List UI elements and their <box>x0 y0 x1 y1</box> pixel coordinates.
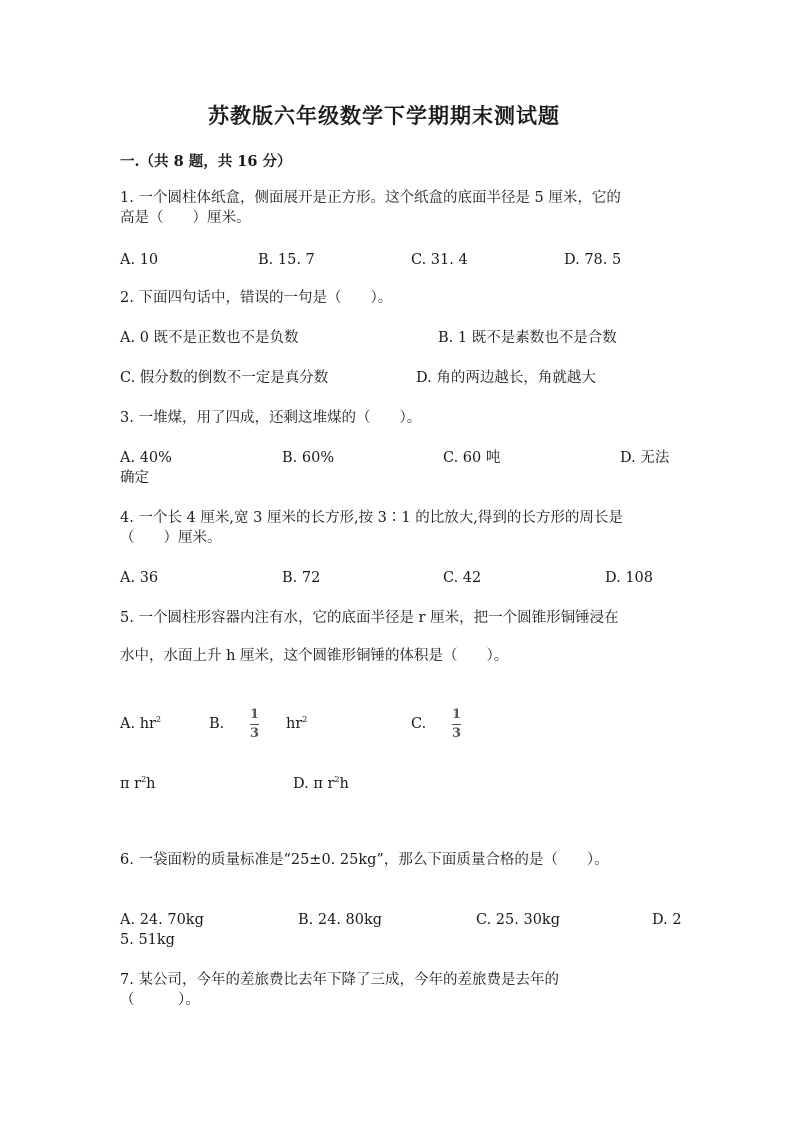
question-2-option-b: B. 1 既不是素数也不是合数 <box>438 330 617 346</box>
question-4-text-cont: （ ）厘米。 <box>120 530 222 546</box>
question-3-option-d-wrap: 确定 <box>120 470 149 486</box>
question-1-option-d: D. 78. 5 <box>564 252 622 268</box>
question-5-text-cont: 水中，水面上升 h 厘米，这个圆锥形铜锤的体积是（ ）。 <box>120 648 509 664</box>
question-1-option-c: C. 31. 4 <box>411 252 468 268</box>
question-2-text: 2. 下面四句话中，错误的一句是（ ）。 <box>120 290 393 306</box>
fraction-one-third-b: 1 3 <box>250 707 260 741</box>
question-7-text-cont: （ ）。 <box>120 992 200 1008</box>
question-6-option-d-wrap: 5. 51kg <box>120 932 175 948</box>
question-3-option-b: B. 60% <box>282 450 335 466</box>
fraction-one-third-c: 1 3 <box>452 707 462 741</box>
question-5-text: 5. 一个圆柱形容器内注有水，它的底面半径是 r 厘米，把一个圆锥形铜锤浸在 <box>120 610 619 626</box>
question-4-option-c: C. 42 <box>443 570 482 586</box>
question-6-option-b: B. 24. 80kg <box>298 912 383 928</box>
question-3-text: 3. 一堆煤，用了四成，还剩这堆煤的（ ）。 <box>120 410 422 426</box>
question-2-option-c: C. 假分数的倒数不一定是真分数 <box>120 370 329 386</box>
question-5-option-a: A. $hr^2$ <box>120 715 162 732</box>
question-6-option-a: A. 24. 70kg <box>120 912 204 928</box>
question-2-option-d: D. 角的两边越长，角就越大 <box>416 370 596 386</box>
question-4-text: 4. 一个长 4 厘米,宽 3 厘米的长方形,按 3∶1 的比放大,得到的长方形的周长是 <box>120 510 623 526</box>
question-5-option-b-label: B. <box>209 716 225 732</box>
question-6-option-d: D. 2 <box>652 912 682 928</box>
question-1-option-b: B. 15. 7 <box>258 252 315 268</box>
question-6-text: 6. 一袋面粉的质量标准是“25±0. 25kg”，那么下面质量合格的是（ ）。 <box>120 852 609 868</box>
question-4-option-d: D. 108 <box>605 570 654 586</box>
question-5-option-c-label: C. <box>411 716 427 732</box>
section-heading: 一.（共 8 题，共 16 分） <box>120 153 292 170</box>
question-3-option-c: C. 60 吨 <box>443 450 501 466</box>
question-4-option-a: A. 36 <box>120 570 159 586</box>
question-5-option-b-expr: $hr^2$ <box>286 715 308 732</box>
question-5-option-c-expr: π $r^2h$ <box>120 775 156 792</box>
question-3-option-a: A. 40% <box>120 450 172 466</box>
page-title: 苏教版六年级数学下学期期末测试题 <box>208 103 560 128</box>
question-1-text-cont: 高是（ ）厘米。 <box>120 210 251 226</box>
question-6-option-c: C. 25. 30kg <box>476 912 560 928</box>
question-3-option-d: D. 无法 <box>620 450 670 466</box>
question-7-text: 7. 某公司，今年的差旅费比去年下降了三成，今年的差旅费是去年的 <box>120 972 559 988</box>
question-1-option-a: A. 10 <box>120 252 159 268</box>
question-2-option-a: A. 0 既不是正数也不是负数 <box>120 330 299 346</box>
question-1-text: 1. 一个圆柱体纸盒，侧面展开是正方形。这个纸盒的底面半径是 5 厘米，它的 <box>120 190 621 206</box>
question-5-option-d: D. π $r^2h$ <box>293 775 349 792</box>
question-4-option-b: B. 72 <box>282 570 321 586</box>
